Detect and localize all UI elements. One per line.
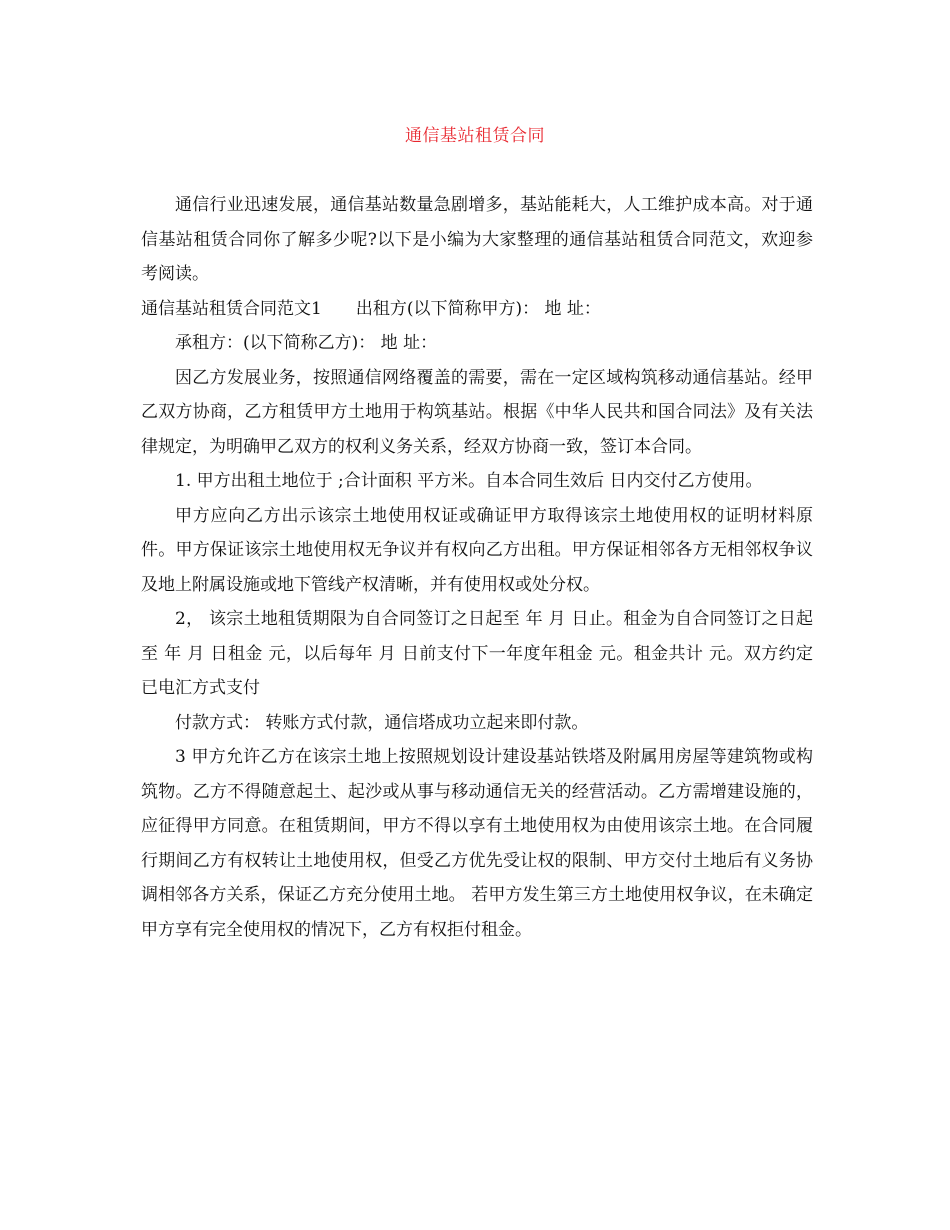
- clause-3-paragraph: 3 甲方允许乙方在该宗土地上按照规划设计建设基站铁塔及附属用房屋等建筑物或构筑物。乙方不得随意起土、起沙或从事与移动通信无关的经营活动。乙方需增建设施的，应征得甲方同意。在租赁期间，甲方不得以享有土地使用权为由使用该宗土地。在合同履行期间乙方有权转让土地使用权，但受乙方优先受让权的限制、甲方交付土地后有义务协调相邻各方关系，保证乙方充分使用土地。 若甲方发生第三方土地使用权争议，在未确定甲方享有完全使用权的情况下，乙方有权拒付租金。: [141, 747, 813, 940]
- lessor-line: 出租方(以下简称甲方)： 地 址：: [355, 298, 601, 319]
- clause-2-paragraph: 2， 该宗土地租赁期限为自合同签订之日起至 年 月 日止。租金为自合同签订之日起至 年 月 日租金 元，以后每年 月 日前支付下一年度年租金 元。租金共计 元。双方约定已电汇方式支付: [141, 609, 813, 698]
- land-certificate-paragraph: 甲方应向乙方出示该宗土地使用权证或确证甲方取得该宗土地使用权的证明材料原件。甲方保证该宗土地使用权无争议并有权向乙方出租。甲方保证相邻各方无相邻权争议及地上附属设施或地下管线产权清晰，并有使用权或处分权。: [141, 505, 813, 595]
- purpose-paragraph: 因乙方发展业务，按照通信网络覆盖的需要，需在一定区域构筑移动通信基站。经甲乙双方协商，乙方租赁甲方土地用于构筑基站。根据《中华人民共和国合同法》及有关法律规定，为明确甲乙双方的权利义务关系，经双方协商一致，签订本合同。: [141, 367, 813, 457]
- document-title: 通信基站租赁合同: [405, 126, 545, 146]
- clause-1-paragraph: 1. 甲方出租土地位于 ;合计面积 平方米。自本合同生效后 日内交付乙方使用。: [175, 471, 763, 491]
- contract-heading-line: [141, 292, 813, 327]
- document-body: [141, 188, 813, 947]
- sample-label: 通信基站租赁合同范文1: [141, 298, 322, 319]
- payment-method-paragraph: 付款方式： 转账方式付款，通信塔成功立起来即付款。: [175, 712, 589, 733]
- intro-paragraph: 通信行业迅速发展，通信基站数量急剧增多，基站能耗大，人工维护成本高。对于通信基站租赁合同你了解多少呢?以下是小编为大家整理的通信基站租赁合同范文，欢迎参考阅读。: [141, 195, 813, 284]
- lessee-line: 承租方：(以下简称乙方)： 地 址：: [175, 333, 438, 353]
